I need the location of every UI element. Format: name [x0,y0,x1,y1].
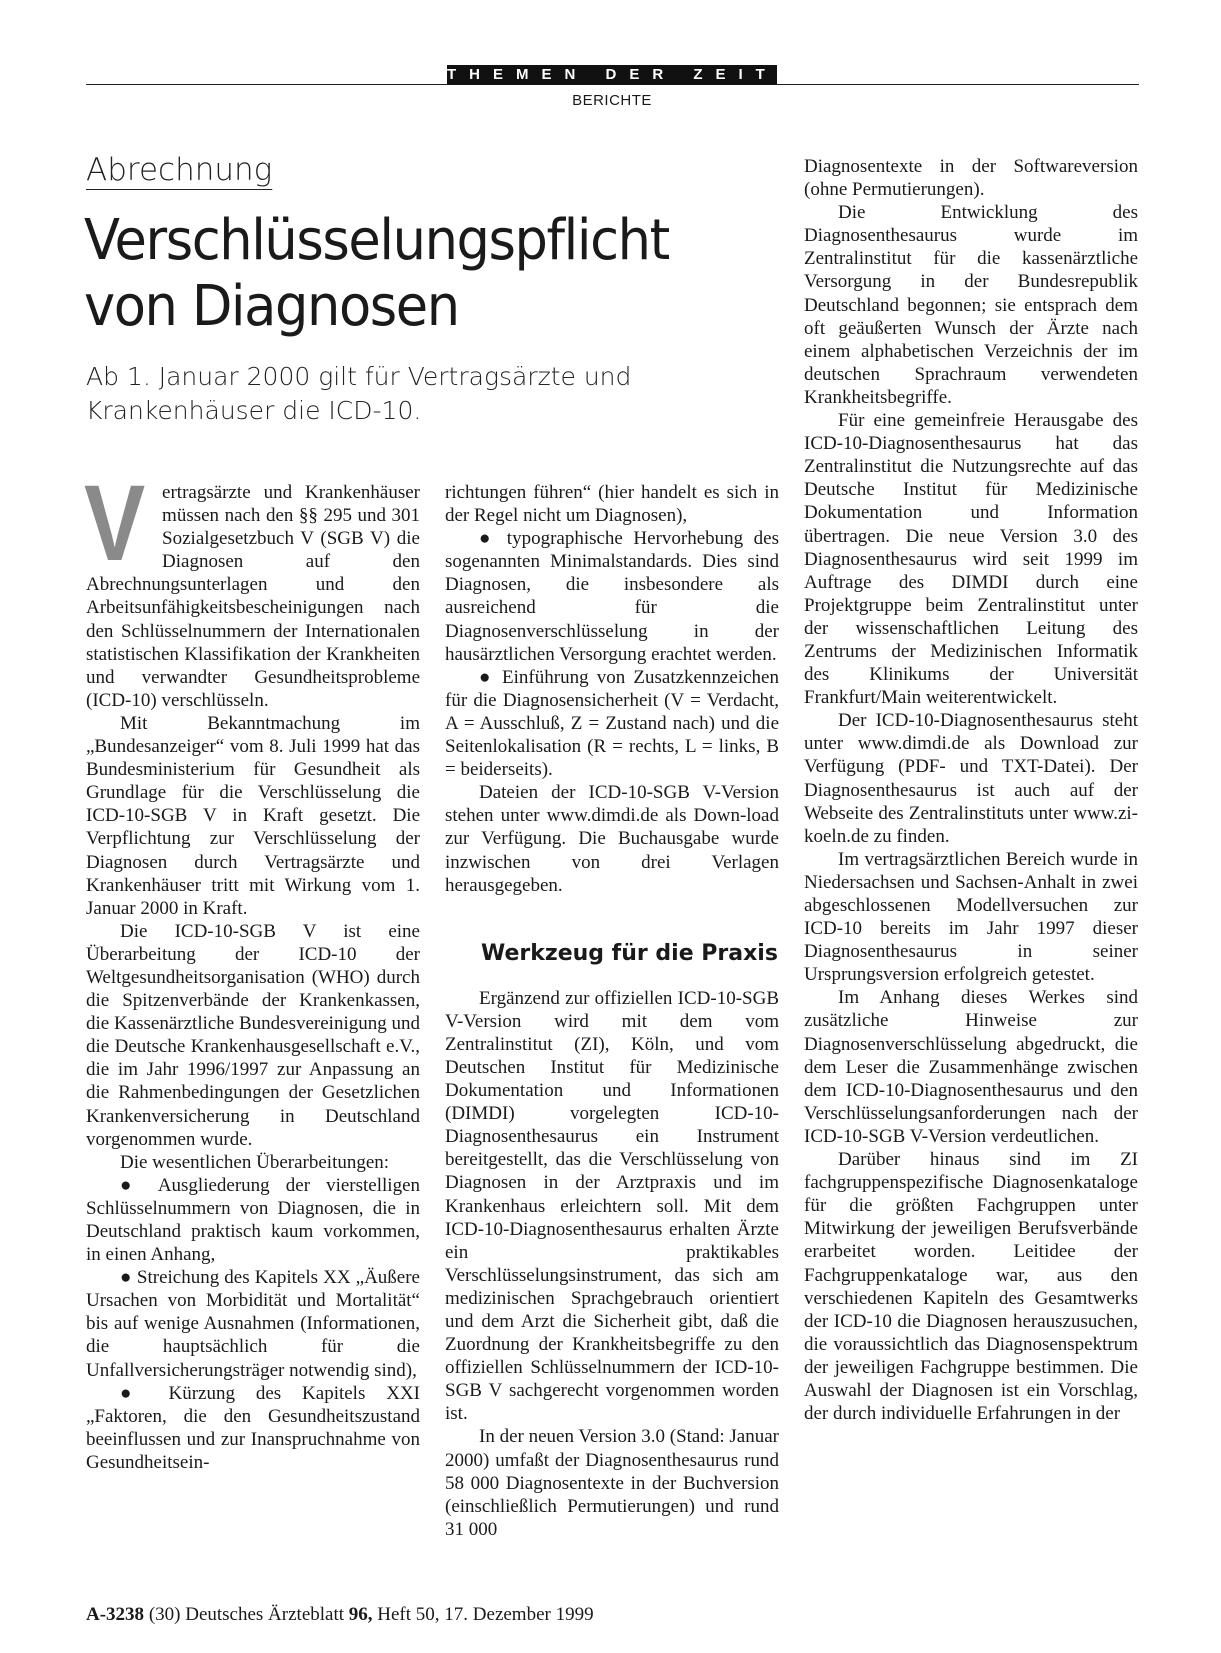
section-subheading: Werkzeug für die Praxis [481,940,778,966]
title-line-1: Verschlüsselungspflicht [84,208,669,273]
paragraph [84,462,420,712]
drop-cap: V [84,462,146,583]
section-label: THEMEN DER ZEIT [447,66,778,83]
paragraph: richtungen führen“ (hier handelt es sich in der Regel nicht um Diagnosen), [445,482,779,527]
article-kicker: Abrechnung [86,152,273,188]
paragraph: Die ICD-10-SGB V ist eine Überarbeitung der ICD-10 der Weltgesundheitsorganisation (WHO) durch die Spitzenverbände der Krankenkassen, die Kassenärztliche Bundesvereinigung und die Deutsche Krankenhausgesellschaft e.V., die im Jahr 1996/1997 zur Anpassung an die Rahmenbedingungen der Gesetzlichen Krankenversicherung in Deutschland vorgenommen wurde. [86,920,420,1150]
paragraph-text: ertragsärzte und Krankenhäuser müssen nach den §§ 295 und 301 Sozialgesetzbuch V (SGB V) die Diagnosen auf den Abrechnungsunterlagen und den Arbeitsunfähigkeitsbescheinigungen nach den Schlüsselnummern der Internationalen statistischen Klassifikation der Krankheiten und verwandter Gesundheitsprobleme (ICD-10) verschlüsseln. [86,482,420,711]
bullet-item: ● Einführung von Zusatzkennzeichen für die Diagnosensicherheit (V = Verdacht, A = Ausschluß, Z = Zustand nach) und die Seitenlokalisation (R = rechts, L = links, B = beiderseits). [445,666,779,781]
article-title [84,208,723,340]
bullet-item: ● typographische Hervorhebung des sogenannten Minimalstandards. Dies sind Diagnosen, die insbesondere als ausreichend für die Diagnosenverschlüsselung in der hausärztlichen Versorgung erachtet werden. [445,528,779,665]
bullet-item: ● Ausgliederung der vierstelligen Schlüsselnummern von Diagnosen, die in Deutschland praktisch kaum vorkommen, in einen Anhang, [86,1174,420,1266]
paragraph: Die Entwicklung des Diagnosenthesaurus wurde im Zentralinstitut für die kassenärztliche Versorgung in der Bundesrepublik Deutschland begonnen; sie entsprach dem oft geäußerten Wunsch der Ärzte nach einem alphabetischen Verzeichnis der im deutschen Sprachraum verwendeten Krankheitsbegriffe. [804,202,1138,408]
paragraph: Dateien der ICD-10-SGB V-Version stehen unter www.dimdi.de als Down-load zur Verfügung. Die Buchausgabe wurde inzwischen von drei Verlagen herausgegeben. [445,782,779,896]
issue-date: Heft 50, 17. Dezember 1999 [377,1604,594,1625]
bullet-item: ● Streichung des Kapitels XX „Äußere Ursachen von Morbidität und Mortalität“ bis auf wenige Ausnahmen (Informationen, die hauptsächlich für die Unfallversicherungsträger notwendig sind), [86,1267,420,1381]
bullet-item: ● Kürzung des Kapitels XXI „Faktoren, die den Gesundheitszustand beeinflussen und zur Inanspruchnahme von Gesundheitsein- [86,1382,420,1473]
page-code: A-3238 [86,1604,145,1625]
paragraph: Im vertragsärztlichen Bereich wurde in Niedersachsen und Sachsen-Anhalt in zwei abgeschlossenen Modellversuchen zur ICD-10 bereits im Jahr 1997 dieser Diagnosenthesaurus in seiner Ursprungsversion erfolgreich getestet. [804,848,1138,986]
lead-line-1: Ab 1. Januar 2000 gilt für Vertragsärzte und [86,362,632,391]
lead-line-2: Krankenhäuser die ICD-10. [86,396,422,425]
paragraph: Ergänzend zur offiziellen ICD-10-SGB V-Version wird mit dem vom Zentralinstitut (ZI), Köln, und vom Deutschen Institut für Medizinische Dokumentation und Informationen (DIMDI) vorgelegten ICD-10-Diagnosenthesaurus ein Instrument bereitgestellt, das die Verschlüsselung von Diagnosen in der Arztpraxis und im Krankenhaus erleichtern soll. Mit dem ICD-10-Diagnosenthesaurus erhalten Ärzte ein praktikables Verschlüsselungsinstrument, das sich am medizinischen Sprachgebrauch orientiert und dem Arzt die Sicherheit gibt, daß die Zuordnung der Krankheitsbegriffe zu den offiziellen Schlüsselnummern der ICD-10-SGB V sachgerecht vorgenommen worden ist. [445,987,779,1425]
paragraph: Für eine gemeinfreie Herausgabe des ICD-10-Diagnosenthesaurus hat das Zentralinstitut die Nutzungsrechte auf das Deutsche Institut für Medizinische Dokumentation und Information übertragen. Die neue Version 3.0 des Diagnosenthesaurus wird seit 1999 im Auftrage des DIMDI durch eine Projektgruppe beim Zentralinstitut unter der wissenschaftlichen Leitung des Zentrums der Medizinischen Informatik des Klinikums der Universität Frankfurt/Main weiterentwickelt. [804,410,1138,709]
paragraph: Diagnosentexte in der Softwareversion (ohne Permutierungen). [804,156,1138,201]
article-lead [86,360,726,428]
volume-number: 96, [348,1604,373,1625]
paragraph: Mit Bekanntmachung im „Bundesanzeiger“ vom 8. Juli 1999 hat das Bundesministerium für Gesundheit als Grundlage für die Verschlüsselung die ICD-10-SGB V in Kraft gesetzt. Die Verpflichtung zur Verschlüsselung der Diagnosen durch Vertragsärzte und Krankenhäuser tritt mit Wirkung vom 1. Januar 2000 in Kraft. [86,712,420,919]
paragraph: Darüber hinaus sind im ZI fachgruppenspezifische Diagnosenkataloge für die größten Fachgruppen unter Mitwirkung der jeweiligen Berufsverbände erarbeitet worden. Leitidee der Fachgruppenkataloge war, aus den verschiedenen Kapiteln des Gesamtwerks der ICD-10 die Diagnosen herauszusuchen, die voraussichtlich das Diagnosenspektrum der jeweiligen Fachgruppe bestimmen. Die Auswahl der Diagnosen ist ein Vorschlag, der durch individuelle Erfahrungen in der [804,1149,1138,1425]
page-footer [86,1604,594,1626]
column-1 [84,462,420,1474]
paragraph: Die wesentlichen Überarbeitungen: [120,1151,390,1173]
column-3 [804,155,1138,1425]
paragraph: Im Anhang dieses Werkes sind zusätzliche Hinweise zur Diagnosenverschlüsselung abgedruckt, die dem Leser die Zusammenhänge zwischen dem ICD-10-Diagnosenthesaurus und den Verschlüsselungsanforderungen nach der ICD-10-SGB V-Version verdeutlichen. [804,987,1138,1147]
journal-name: (30) Deutsches Ärzteblatt [148,1604,345,1625]
paragraph: Der ICD-10-Diagnosenthesaurus steht unter www.dimdi.de als Download zur Verfügung (PDF- und TXT-Datei). Der Diagnosenthesaurus ist auch auf der Webseite des Zentralinstituts unter www.zi-koeln.de zu finden. [804,710,1138,847]
title-line-2: von Diagnosen [84,274,459,339]
column-2 [445,481,779,1541]
paragraph: In der neuen Version 3.0 (Stand: Januar 2000) umfaßt der Diagnosenthesaurus rund 58 000 Diagnosentexte in der Buchversion (einschließlich Permutierungen) und rund 31 000 [445,1426,779,1540]
subsection-label: BERICHTE [572,92,652,109]
